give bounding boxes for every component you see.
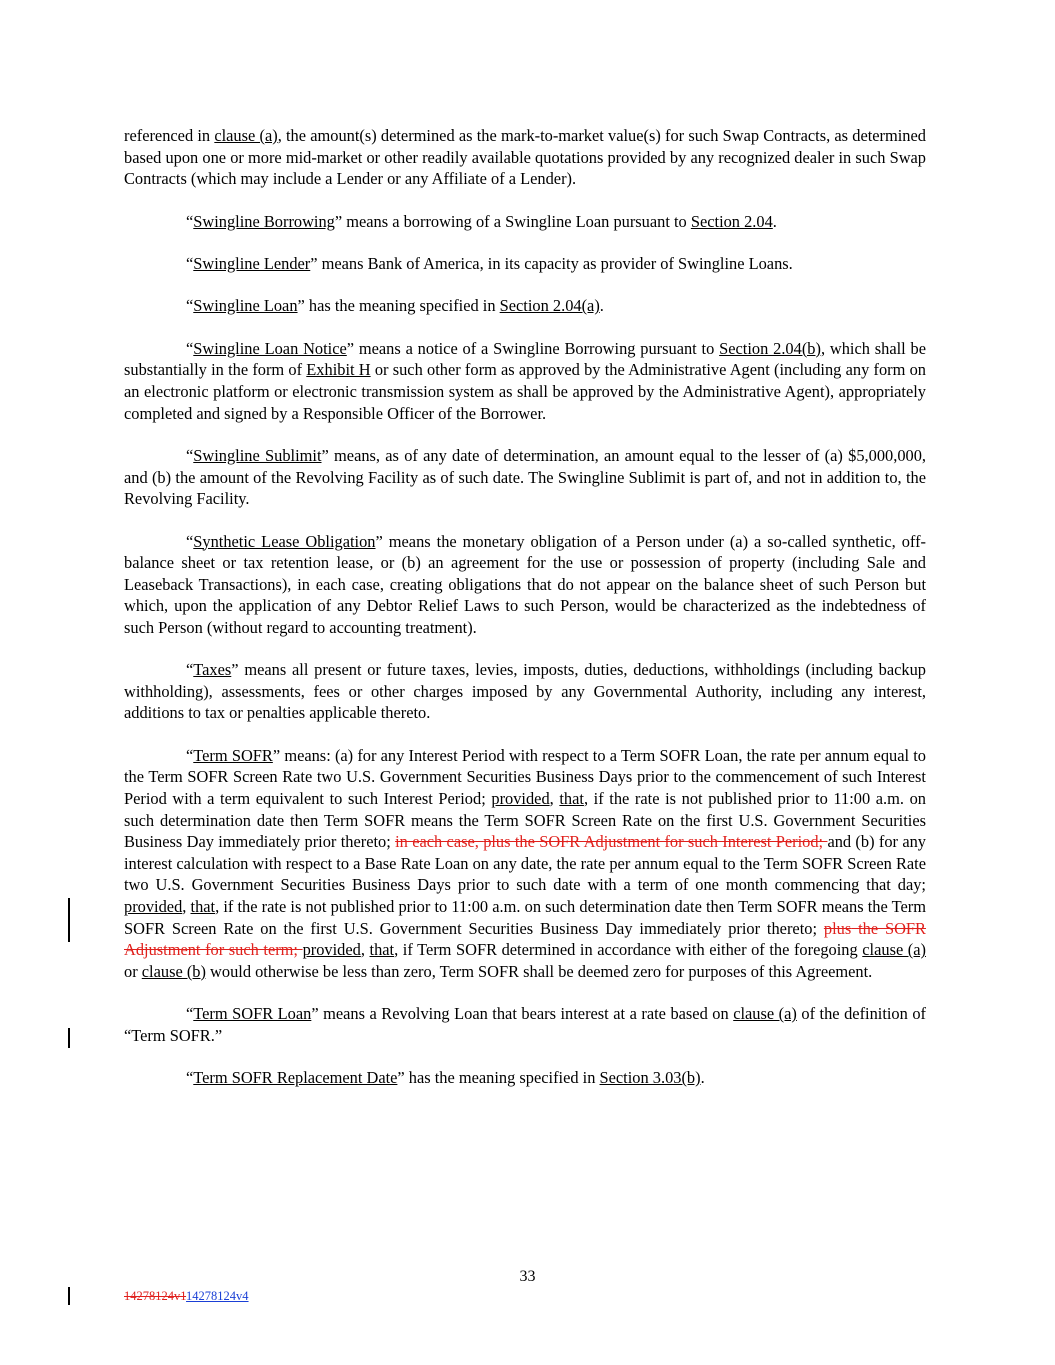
underlined-term: Swingline Borrowing	[193, 211, 335, 231]
document-body	[124, 125, 926, 1110]
definition-term-sofr-loan: “Term SOFR Loan” means a Revolving Loan that bears interest at a rate based on clause (a) of the definition of “Term SOFR.”	[124, 1004, 926, 1045]
change-bar	[68, 1028, 70, 1048]
underlined-term: provided	[491, 789, 550, 809]
underlined-term: provided	[124, 897, 183, 916]
definition-swingline-loan: “Swingline Loan” has the meaning specified in Section 2.04(a).	[186, 296, 604, 316]
underlined-term: Section 2.04(b)	[719, 338, 821, 358]
underlined-term: that	[559, 789, 584, 809]
page-number: 33	[519, 1268, 536, 1285]
underlined-term: Term SOFR Replacement Date	[193, 1068, 398, 1088]
underlined-term: clause (a)	[862, 940, 926, 960]
underlined-term: Term SOFR	[193, 745, 273, 765]
underlined-term: Synthetic Lease Obligation	[193, 531, 376, 551]
document-id-deleted: 14278124v1	[124, 1289, 187, 1303]
underlined-term: clause (a)	[733, 1004, 797, 1024]
underlined-term: clause (b)	[141, 961, 206, 981]
underlined-term: Swingline Loan	[193, 296, 298, 316]
underlined-term: that	[369, 940, 395, 960]
underlined-term: Exhibit H	[306, 360, 371, 380]
underlined-term: Swingline Lender	[193, 253, 311, 273]
deleted-text: the SOFR Adjustment for such Interest Period;	[510, 832, 828, 852]
document-id-inserted: 14278124v4	[186, 1289, 249, 1303]
definition-term-sofr: “Term SOFR” means: (a) for any Interest Period with respect to a Term SOFR Loan, the rate per annum equal to the Term SOFR Screen Rate two U.S. Government Securities Business Days prior to the commencement of such Interest Period with a term equivalent to such Interest Period; provided, that, if the rate is not published prior to 11:00 a.m. on such determination date then Term SOFR means the Term SOFR Screen Rate on the first U.S. Government Securities Business Day immediately prior thereto; in each case, plus the SOFR Adjustment for such Interest Period; and (b) for any interest calculation with respect to a Base Rate Loan on any date, the rate per annum equal to the Term SOFR Screen Rate two U.S. Government Securities Business Days prior to such date with a term of one month commencing that day; provided, that, if the rate is not published prior to 11:00 a.m. on such determination date then Term SOFR means the Term SOFR Screen Rate on the first U.S. Government Securities Business Day immediately prior thereto; plus the SOFR Adjustment for such term; provided, that, if Term SOFR determined in accordance with either of the foregoing clause (a) or clause (b) would otherwise be less than zero, Term SOFR shall be deemed zero for purposes of this Agreement.	[124, 745, 926, 981]
definition-term-sofr-replacement-date: “Term SOFR Replacement Date” has the meaning specified in Section 3.03(b).	[186, 1068, 705, 1088]
definition-swingline-lender: “Swingline Lender” means Bank of America, in its capacity as provider of Swingline Loans.	[186, 253, 793, 273]
definition-synthetic-lease-obligation: “Synthetic Lease Obligation” means the monetary obligation of a Person under (a) a so-called synthetic, off-balance sheet or tax retention lease, or (b) an agreement for the use or possession of property (including Sale and Leaseback Transactions), in each case, creating obligations that do not appear on the balance sheet of such Person but which, upon the application of any Debtor Relief Laws to such Person, would be characterized as the indebtedness of such Person (without regard to accounting treatment).	[124, 531, 926, 637]
definition-swingline-borrowing: “Swingline Borrowing” means a borrowing of a Swingline Loan pursuant to Section 2.04.	[186, 211, 777, 231]
definition-taxes: “Taxes” means all present or future taxes, levies, imposts, duties, deductions, withholdings (including backup withholding), assessments, fees or other charges imposed by any Governmental Authority, including any interest, additions to tax or penalties applicable thereto.	[124, 660, 926, 723]
underlined-term: Section 2.04(a)	[499, 296, 600, 316]
paragraph-continuation: referenced in clause (a), the amount(s) determined as the mark-to-market value(s) for such Swap Contracts, as determined based upon one or more mid-market or other readily available quotations provided by any recognized dealer in such Swap Contracts (which may include a Lender or any Affiliate of a Lender).	[124, 126, 926, 189]
change-bar	[68, 898, 70, 942]
definition-swingline-sublimit: “Swingline Sublimit” means, as of any date of determination, an amount equal to the lesser of (a) $5,000,000, and (b) the amount of the Revolving Facility as of such date. The Swingline Sublimit is part of, and not in addition to, the Revolving Facility.	[124, 445, 927, 509]
underlined-term: Swingline Sublimit	[193, 445, 322, 465]
underlined-term: Term SOFR Loan	[193, 1004, 312, 1024]
definition-swingline-loan-notice: “Swingline Loan Notice” means a notice of a Swingline Borrowing pursuant to Section 2.04(b), which shall be substantially in the form of Exhibit H or such other form as approved by the Administrative Agent (including any form on an electronic platform or electronic transmission system as shall be approved by the Administrative Agent), appropriately completed and signed by a Responsible Officer of the Borrower.	[124, 338, 926, 423]
document-id	[124, 1289, 249, 1304]
deleted-text: in each case,	[395, 832, 484, 852]
deleted-text: plus	[823, 918, 852, 938]
underlined-term: Section 2.04	[690, 211, 773, 231]
deleted-text: the SOFR Adjustment for such term;	[124, 918, 926, 960]
underlined-term: clause (a)	[214, 126, 278, 145]
deleted-text: plus	[483, 832, 511, 852]
underlined-term: Section 3.03(b)	[599, 1068, 701, 1088]
underlined-term: Swingline Loan Notice	[193, 338, 347, 358]
underlined-term: that	[190, 897, 216, 916]
underlined-term: provided	[302, 940, 361, 960]
change-bar	[68, 1287, 70, 1305]
underlined-term: Taxes	[193, 660, 232, 680]
